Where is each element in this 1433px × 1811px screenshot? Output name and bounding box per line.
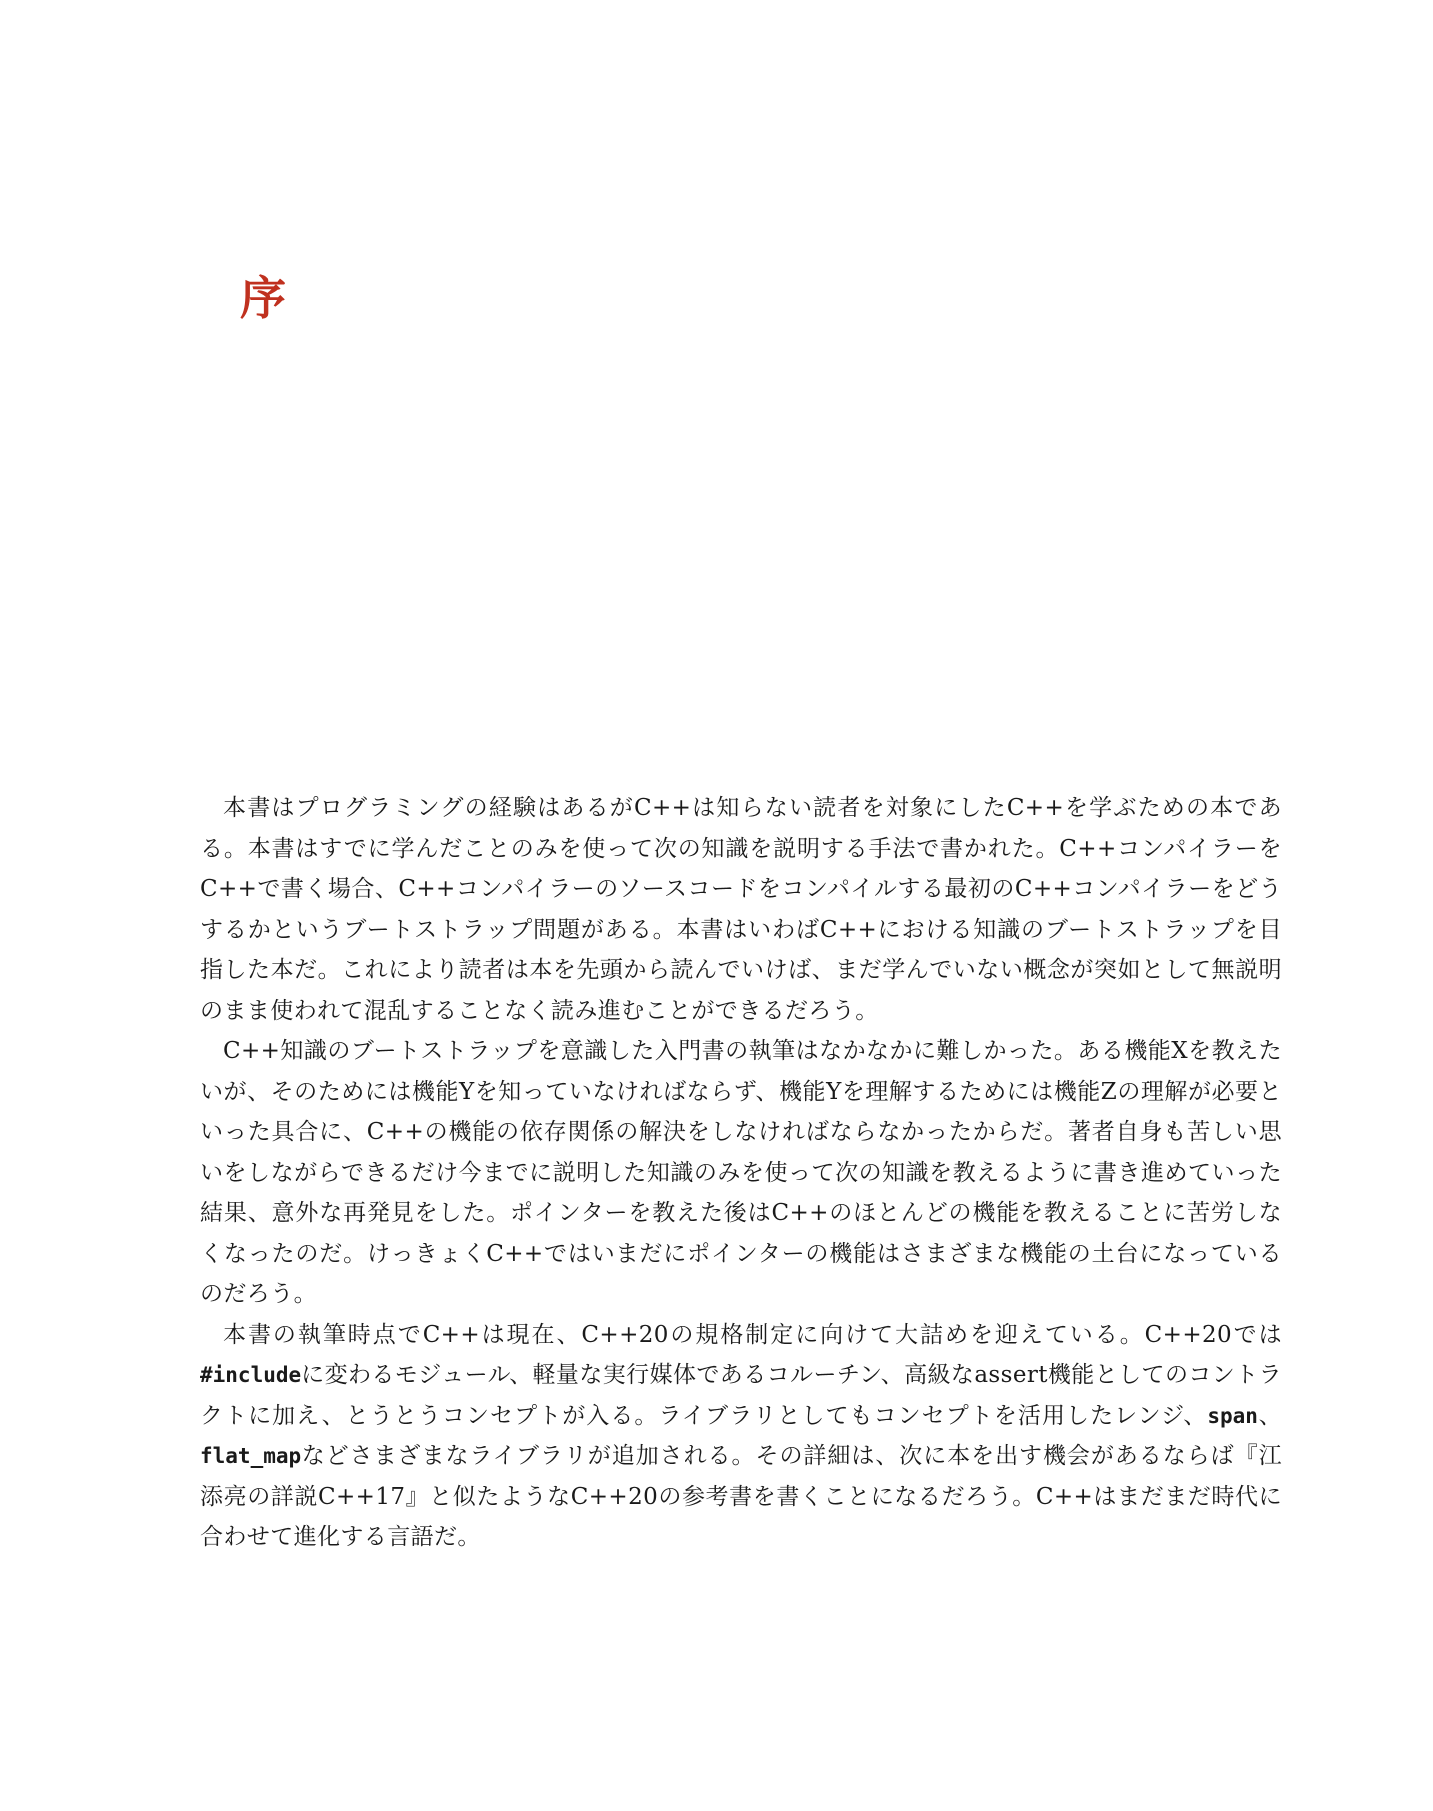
paragraph-1: 本書はプログラミングの経験はあるがC++は知らない読者を対象にしたC++を学ぶための本である。本書はすでに学んだことのみを使って次の知識を説明する手法で書かれた。C++コンパイラーをC++で書く場合、C++コンパイラーのソースコードをコンパイルする最初のC++コンパイラーをどうするかというブートストラップ問題がある。本書はいわばC++における知識のブートストラップを目指した本だ。これにより読者は本を先頭から読んでいけば、まだ学んでいない概念が突如として無説明のまま使われて混乱することなく読み進むことができるだろう。 — [200, 795, 1282, 1024]
paragraph-3-text-3: 、 — [1257, 1402, 1282, 1429]
code-include: #include — [200, 1363, 302, 1387]
paragraph-3-text-2: に変わるモジュール、軽量な実行媒体であるコルーチン、高級なassert機能としてのコントラクトに加え、とうとうコンセプトが入る。ライブラリとしてもコンセプトを活用したレンジ、 — [200, 1362, 1282, 1429]
paragraph-3-text-4: などさまざまなライブラリが追加される。その詳細は、次に本を出す機会があるならば『江添亮の詳説C++17』と似たようなC++20の参考書を書くことになるだろう。C++はまだまだ時代に合わせて進化する言語だ。 — [200, 1443, 1282, 1550]
paragraph-3 — [200, 1315, 1282, 1558]
preface-body — [200, 788, 1282, 1558]
paragraph-2: C++知識のブートストラップを意識した入門書の執筆はなかなかに難しかった。ある機能Xを教えたいが、そのためには機能Yを知っていなければならず、機能Yを理解するためには機能Zの理解が必要といった具合に、C++の機能の依存関係の解決をしなければならなかったからだ。著者自身も苦しい思いをしながらできるだけ今までに説明した知識のみを使って次の知識を教えるように書き進めていった結果、意外な再発見をした。ポインターを教えた後はC++のほとんどの機能を教えることに苦労しなくなったのだ。けっきょくC++ではいまだにポインターの機能はさまざまな機能の土台になっているのだろう。 — [200, 1038, 1282, 1307]
code-flat-map: flat_map — [200, 1444, 302, 1468]
paragraph-3-text-1: 本書の執筆時点でC++は現在、C++20の規格制定に向けて大詰めを迎えている。C++20では — [223, 1321, 1282, 1348]
chapter-title: 序 — [240, 271, 286, 325]
code-span: span — [1207, 1403, 1258, 1428]
